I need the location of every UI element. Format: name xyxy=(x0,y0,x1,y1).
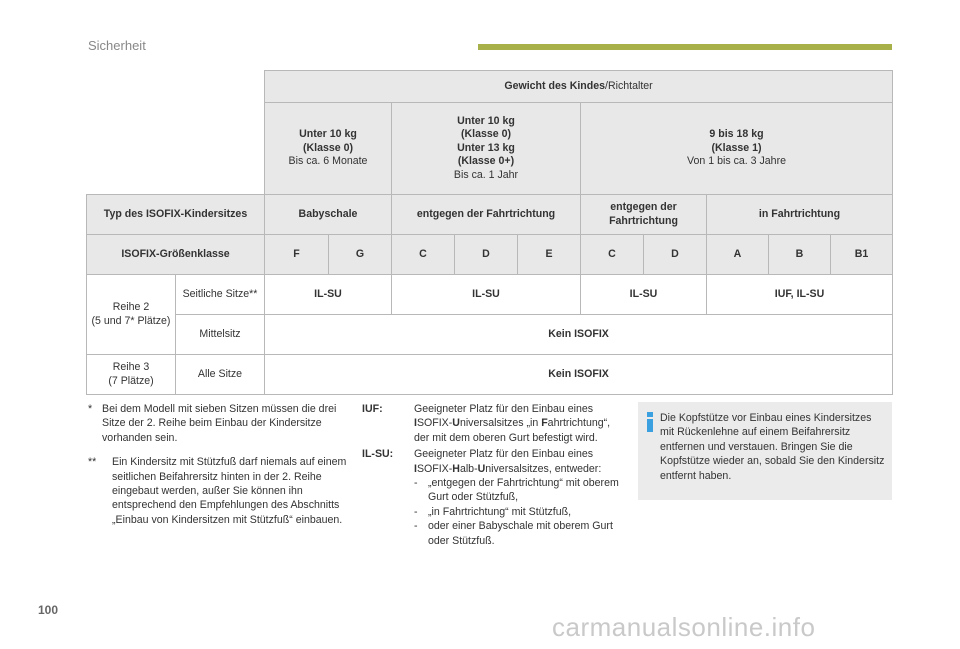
group-line: Unter 13 kg xyxy=(457,141,515,154)
group-age: Bis ca. 6 Monate xyxy=(288,155,368,168)
row2-value: IL-SU xyxy=(392,275,581,315)
row2-value: IL-SU xyxy=(581,275,707,315)
footnote-2 xyxy=(88,455,348,527)
definition-ilsu xyxy=(362,447,622,548)
list-text: oder einer Babyschale mit oberem Gurt oder Stützfuß. xyxy=(428,520,613,547)
definition-text: SOFIX- xyxy=(416,417,453,430)
definition-text: niversalsitzes, entweder: xyxy=(485,462,602,475)
footnote-mark: * xyxy=(88,403,93,415)
watermark: carmanualsonline.info xyxy=(552,612,816,642)
row2-label: Reihe 2 (5 und 7* Plätze) xyxy=(87,275,176,355)
list-item xyxy=(414,519,622,548)
list-item xyxy=(414,476,622,505)
definitions xyxy=(362,402,622,550)
list-dash: - xyxy=(414,505,418,518)
footnote-text: Bei dem Modell mit sieben Sitzen müssen die drei Sitze der 2. Reihe beim Einbau der Kindersitze vorhanden sein. xyxy=(102,403,337,444)
section-rule xyxy=(478,44,892,50)
section-title: Sicherheit xyxy=(88,38,146,53)
weight-header xyxy=(265,71,893,103)
type-cell: Babyschale xyxy=(265,195,392,235)
list-dash: - xyxy=(414,520,418,533)
group-line: Unter 10 kg xyxy=(299,128,357,141)
group-age: Von 1 bis ca. 3 Jahre xyxy=(687,155,786,168)
table-corner xyxy=(87,103,265,195)
footnote-1 xyxy=(88,402,348,445)
row3-value: Kein ISOFIX xyxy=(265,355,893,395)
definition-emph: I xyxy=(414,462,417,475)
row2-value: IUF, IL-SU xyxy=(707,275,893,315)
weight-header-label: Gewicht des Kindes xyxy=(504,79,606,92)
size-label: ISOFIX-Größenklasse xyxy=(87,235,265,275)
group-line: (Klasse 0) xyxy=(460,128,512,141)
list-item xyxy=(414,505,622,519)
definition-emph: U xyxy=(452,417,460,430)
size-cell: E xyxy=(518,235,581,275)
footnote-mark: ** xyxy=(88,456,97,469)
weight-header-suffix: /Richtalter xyxy=(605,79,653,92)
row3-all-label: Alle Sitze xyxy=(176,355,265,395)
row2-side-label: Seitliche Sitze** xyxy=(176,275,265,315)
size-cell: G xyxy=(329,235,392,275)
definition-text: niversalsitzes „in xyxy=(459,417,542,430)
definition-text: Geeigneter Platz für den Einbau eines xyxy=(414,448,594,461)
info-box xyxy=(638,402,892,500)
weight-group-1 xyxy=(392,103,581,195)
type-cell: entgegen der Fahrtrichtung xyxy=(392,195,581,235)
list-text: „entgegen der Fahrtrichtung“ mit oberem Gurt oder Stützfuß, xyxy=(428,477,619,504)
definition-term: IL-SU: xyxy=(362,448,394,461)
footnote-text: Ein Kindersitz mit Stützfuß darf niemals auf einem seitlichen Beifahrersitz hinten in der 2. Reihe eingebaut werden, außer Sie können ihn entsprechend den Empfehlungen des Abschnitts „Einbau von Kindersitzen mit Stützfuß“ einbauen. xyxy=(112,456,347,526)
list-dash: - xyxy=(414,477,418,490)
list-text: „in Fahrtrichtung“ mit Stützfuß, xyxy=(428,505,572,518)
type-label: Typ des ISOFIX-Kindersitzes xyxy=(87,195,265,235)
weight-group-2 xyxy=(581,103,893,195)
group-line: Unter 10 kg xyxy=(457,114,515,127)
definition-emph: I xyxy=(414,417,417,430)
type-cell: entgegen der Fahrtrichtung xyxy=(581,195,707,235)
definition-iuf xyxy=(362,402,622,445)
group-line: (Klasse 1) xyxy=(711,141,762,154)
info-text: Die Kopfstütze vor Einbau eines Kindersitzes mit Rückenlehne auf einem Beifahrersitz entfernen und verstauen. Bringen Sie die Kopfstütze wieder an, sobald Sie den Kindersitz entfernt haben. xyxy=(660,412,885,482)
group-line: (Klasse 0) xyxy=(302,141,354,154)
definition-text: Geeigneter Platz für den Einbau eines xyxy=(414,403,594,415)
row2-value: IL-SU xyxy=(265,275,392,315)
definition-emph: F xyxy=(541,417,548,430)
info-icon xyxy=(646,412,654,432)
definition-text: SOFIX- xyxy=(416,462,453,475)
definition-emph: H xyxy=(452,462,460,475)
size-cell: D xyxy=(455,235,518,275)
page-number: 100 xyxy=(38,603,59,617)
row3-label: Reihe 3 (7 Plätze) xyxy=(87,355,176,395)
row2-middle-value: Kein ISOFIX xyxy=(265,315,893,355)
definition-emph: U xyxy=(477,462,486,475)
group-line: 9 bis 18 kg xyxy=(709,128,764,141)
size-cell: D xyxy=(644,235,707,275)
type-cell: in Fahrtrichtung xyxy=(707,195,893,235)
row2-middle-label: Mittelsitz xyxy=(176,315,265,355)
size-cell: B1 xyxy=(831,235,893,275)
group-line: (Klasse 0+) xyxy=(457,155,515,168)
group-age: Bis ca. 1 Jahr xyxy=(453,168,519,181)
footnotes xyxy=(88,402,348,527)
size-cell: F xyxy=(265,235,329,275)
table-corner xyxy=(87,71,265,103)
size-cell: A xyxy=(707,235,769,275)
isofix-table xyxy=(86,70,893,395)
definition-text: ahrtrichtung“, der mit dem oberen Gurt befestigt wird. xyxy=(414,417,611,444)
definition-text: alb- xyxy=(459,462,478,475)
weight-group-0 xyxy=(265,103,392,195)
size-cell: B xyxy=(769,235,831,275)
size-cell: C xyxy=(392,235,455,275)
definition-term: IUF: xyxy=(362,403,383,415)
size-cell: C xyxy=(581,235,644,275)
